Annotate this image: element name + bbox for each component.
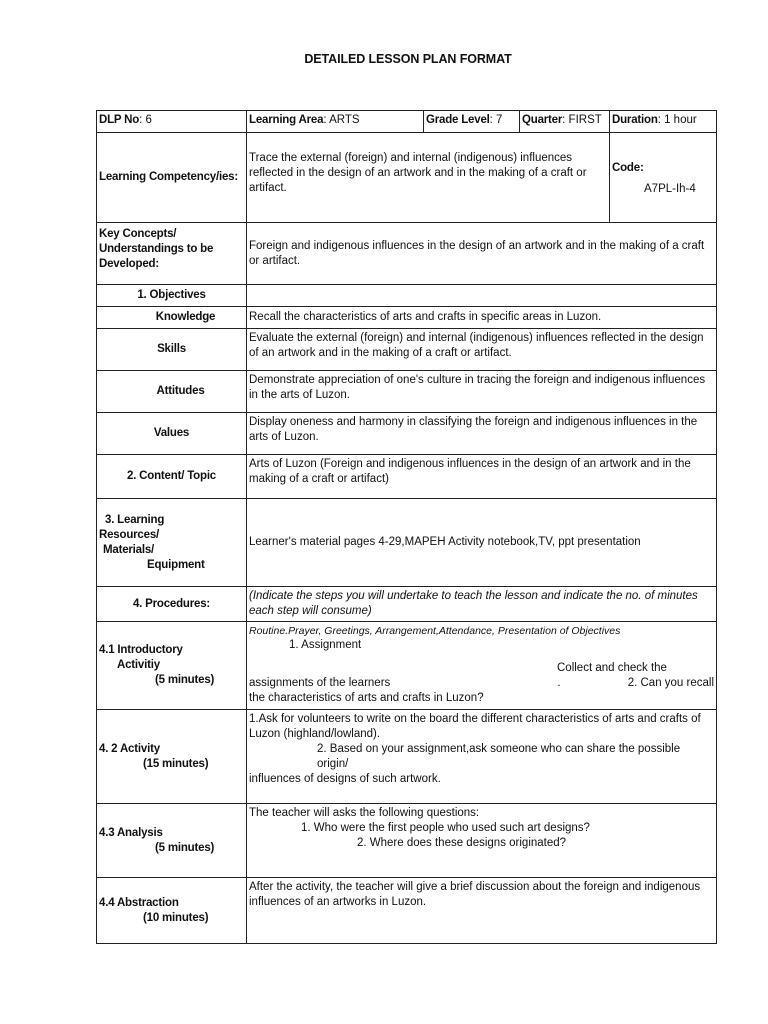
values-text: Display oneness and harmony in classifying the foreign and indigenous influences in the arts of Luzon.	[247, 413, 717, 455]
knowledge-text: Recall the characteristics of arts and crafts in specific areas in Luzon.	[247, 307, 717, 329]
document-title: DETAILED LESSON PLAN FORMAT	[304, 52, 512, 66]
resources-label: 3. Learning Resources/ Materials/ Equipment	[97, 499, 247, 587]
code-label: Code:	[612, 162, 644, 174]
key-concepts-label: Key Concepts/ Understandings to be Developed:	[97, 223, 247, 285]
key-concepts-row	[97, 223, 717, 285]
key-concepts-text: Foreign and indigenous influences in the design of an artwork and in the making of a craft or artifact.	[247, 223, 717, 285]
intro-routine: Routine.Prayer, Greetings, Arrangement,Attendance, Presentation of Objectives	[249, 625, 621, 637]
intro-step1: 1. Assignment	[289, 639, 362, 651]
values-row	[97, 413, 717, 455]
activity-label: 4. 2 Activity (15 minutes)	[97, 710, 247, 804]
objectives-empty	[247, 285, 717, 307]
competency-text: Trace the external (foreign) and internal (indigenous) influences reflected in the design of an artwork and in the making of a craft or artifact.	[247, 133, 610, 223]
analysis-label: 4.3 Analysis (5 minutes)	[97, 804, 247, 878]
quarter-cell: Quarter: FIRST	[520, 111, 610, 133]
attitudes-text: Demonstrate appreciation of one's culture in tracing the foreign and indigenous influences in the arts of Luzon.	[247, 371, 717, 413]
intro-row	[97, 622, 717, 710]
content-row	[97, 455, 717, 499]
intro-assign-line: assignments of the learners . 2. Can you recall	[249, 677, 714, 689]
intro-label: 4.1 Introductory Activitiy (5 minutes)	[97, 622, 247, 710]
skills-text: Evaluate the external (foreign) and internal (indigenous) influences reflected in the design of an artwork and in the making of a craft or artifact.	[247, 329, 717, 371]
analysis-row	[97, 804, 717, 878]
lesson-plan-table	[96, 110, 717, 944]
content-label: 2. Content/ Topic	[97, 455, 247, 499]
code-cell	[610, 133, 717, 223]
objectives-label: 1. Objectives	[97, 285, 247, 307]
resources-row	[97, 499, 717, 587]
abstraction-text: After the activity, the teacher will give a brief discussion about the foreign and indigenous influences of an artworks in Luzon.	[247, 878, 717, 944]
competency-row	[97, 133, 717, 223]
competency-label: Learning Competency/ies:	[97, 133, 247, 223]
values-label: Values	[97, 413, 247, 455]
skills-label: Skills	[97, 329, 247, 371]
skills-row	[97, 329, 717, 371]
dlp-no-cell: DLP No: 6	[97, 111, 247, 133]
procedures-label: 4. Procedures:	[97, 587, 247, 622]
activity-row	[97, 710, 717, 804]
header-row	[97, 111, 717, 133]
intro-collect: Collect and check the	[557, 662, 667, 674]
intro-text	[247, 622, 717, 710]
duration-cell: Duration: 1 hour	[610, 111, 717, 133]
abstraction-label: 4.4 Abstraction (10 minutes)	[97, 878, 247, 944]
activity-text: 1.Ask for volunteers to write on the board the different characteristics of arts and crafts of Luzon (highland/lowland). 2. Based on your assignment,ask someone who can share the possible origin/ influences of designs of such artwork.	[247, 710, 717, 804]
objectives-row	[97, 285, 717, 307]
knowledge-label: Knowledge	[97, 307, 247, 329]
abstraction-row	[97, 878, 717, 944]
content-text: Arts of Luzon (Foreign and indigenous influences in the design of an artwork and in the making of a craft or artifact)	[247, 455, 717, 499]
attitudes-row	[97, 371, 717, 413]
analysis-text: The teacher will asks the following questions: 1. Who were the first people who used such art designs? 2. Where does these designs originated?	[247, 804, 717, 878]
procedures-note: (Indicate the steps you will undertake to teach the lesson and indicate the no. of minutes each step will consume)	[247, 587, 717, 622]
grade-level-cell: Grade Level: 7	[424, 111, 520, 133]
attitudes-label: Attitudes	[97, 371, 247, 413]
learning-area-cell: Learning Area: ARTS	[247, 111, 424, 133]
knowledge-row	[97, 307, 717, 329]
code-value: A7PL-Ih-4	[644, 183, 696, 195]
resources-text: Learner's material pages 4-29,MAPEH Activity notebook,TV, ppt presentation	[247, 499, 717, 587]
procedures-row	[97, 587, 717, 622]
intro-recall: the characteristics of arts and crafts in Luzon?	[249, 692, 484, 704]
